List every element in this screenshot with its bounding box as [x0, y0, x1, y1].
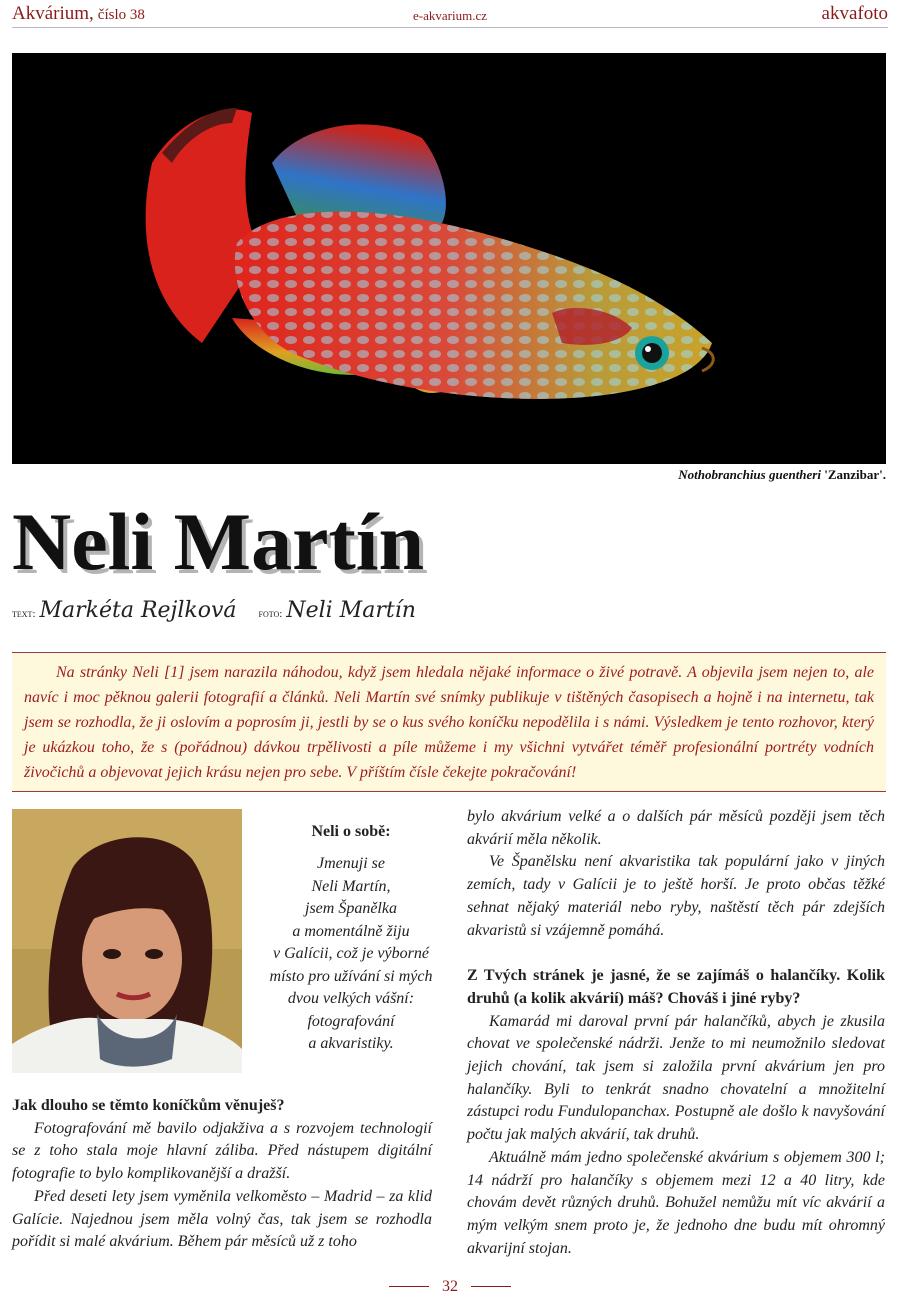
right-column — [467, 806, 885, 1260]
caption-variant: 'Zanzibar'. — [820, 467, 886, 482]
magazine-name: Akvárium, — [12, 3, 94, 24]
photo-credit-author: Neli Martín — [286, 598, 416, 623]
photo-credit-label: foto: — [258, 608, 283, 620]
issue-number: číslo 38 — [97, 7, 145, 23]
answer-1-paragraph-3: Ve Španělsku není akvaristika tak populární jako v jiných zemích, tady v Galícii je to ještě horší. Je proto občas těžké sehnat nějaký materiál nebo ryby, naštěstí těch pár zdejších akvaristů si vzájemně pomáhá. — [467, 853, 885, 939]
website-link[interactable]: e-akvarium.cz — [413, 8, 487, 23]
intro-box — [12, 652, 886, 792]
bio-text: Jmenuji se Neli Martín, jsem Španělka a momentálně žiju v Galícii, což je výborné místo pro užívání si mých dvou velkých vášní: fotografování a akvaristiky. — [269, 855, 433, 1052]
question-2: Z Tvých stránek je jasné, že se zajímáš o halančíky. Kolik druhů (a kolik akvárií) máš? Chováš i jiné ryby? — [467, 967, 885, 1007]
answer-2-paragraph-2: Aktuálně mám jedno společenské akvárium s objemem 300 l; 14 nádrží pro halančíky s objemem mezi 12 a 40 litry, kde chovám devět různých druhů. Bohužel nemůžu mít víc akvárií a mým velkým snem proto je, že jednoho dne budu mít ohromný akvarijní stojan. — [467, 1148, 885, 1257]
article-credits — [12, 598, 434, 623]
page-header — [12, 0, 888, 28]
intro-text: Na stránky Neli [1] jsem narazila náhodou, když jsem hledala nějaké informace o živé potravě. A objevila jsem nejen to, ale navíc i moc pěknou galerii fotografií a článků. Neli Martín své snímky publikuje v tištěných časopisech a hojně i na internetu, tak jsem se rozhodla, že ji oslovím a poprosím ji, jestli by se o kus svého koníčku nepodělila i s námi. Výsledkem je tento rozhovor, který je ukázkou toho, že s (pořádnou) dávkou trpělivosti a píle můžeme i my všichni vytvářet téměř profesionální portréty vodních živočichů a objevovat jejich krásu nejen pro sebe. V příštím čísle čekejte pokračování! — [24, 664, 874, 781]
page-number: 32 — [442, 1277, 458, 1295]
text-credit-author: Markéta Rejlková — [39, 598, 237, 623]
question-1: Jak dlouho se těmto koníčkům věnuješ? — [12, 1097, 285, 1114]
bio-box — [256, 823, 446, 1056]
footer-rule-right — [471, 1286, 511, 1287]
fish-illustration — [12, 53, 886, 464]
answer-1-paragraph-2: Před deseti lety jsem vyměnila velkoměsto – Madrid – za klid Galície. Najednou jsem měla volný čas, tak jsem se rozhodla pořídit si malé akvárium. Během pár měsíců už z toho — [12, 1187, 432, 1251]
article-title: Neli Martín — [12, 496, 425, 587]
left-column — [12, 1095, 432, 1254]
answer-2-paragraph-1: Kamarád mi daroval první pár halančíků, abych je zkusila chovat ve společenské nádrži. Jenže to mi neumožnilo sledovat jejich chování, tak jsem si založila první akvárium jen pro halančíky. Byli to tenkrát snadno chovatelní a množitelní zástupci rodu Fundulopanchax. Postupně ale došlo k navyšování počtu jak malých akvárií, tak druhů. — [467, 1012, 885, 1144]
text-credit-label: text: — [12, 608, 36, 620]
fish-photo — [12, 53, 886, 464]
bio-heading: Neli o sobě: — [311, 823, 391, 840]
page-footer — [0, 1276, 900, 1296]
caption-species: Nothobranchius guentheri — [678, 467, 821, 482]
portrait-illustration — [12, 809, 242, 1073]
section-name: akvafoto — [821, 3, 888, 24]
footer-rule-left — [389, 1286, 429, 1287]
author-portrait — [12, 809, 242, 1073]
answer-1-paragraph-1: Fotografování mě bavilo odjakživa a s rozvojem technologií se z toho stala moje hlavní záliba. Před nástupem digitální fotografie to bylo komplikovanější a dražší. — [12, 1119, 432, 1183]
photo-caption — [678, 467, 886, 483]
answer-1-paragraph-2-continued: bylo akvárium velké a o dalších pár měsíců později jsem těch akvárií měla několik. — [467, 808, 885, 848]
